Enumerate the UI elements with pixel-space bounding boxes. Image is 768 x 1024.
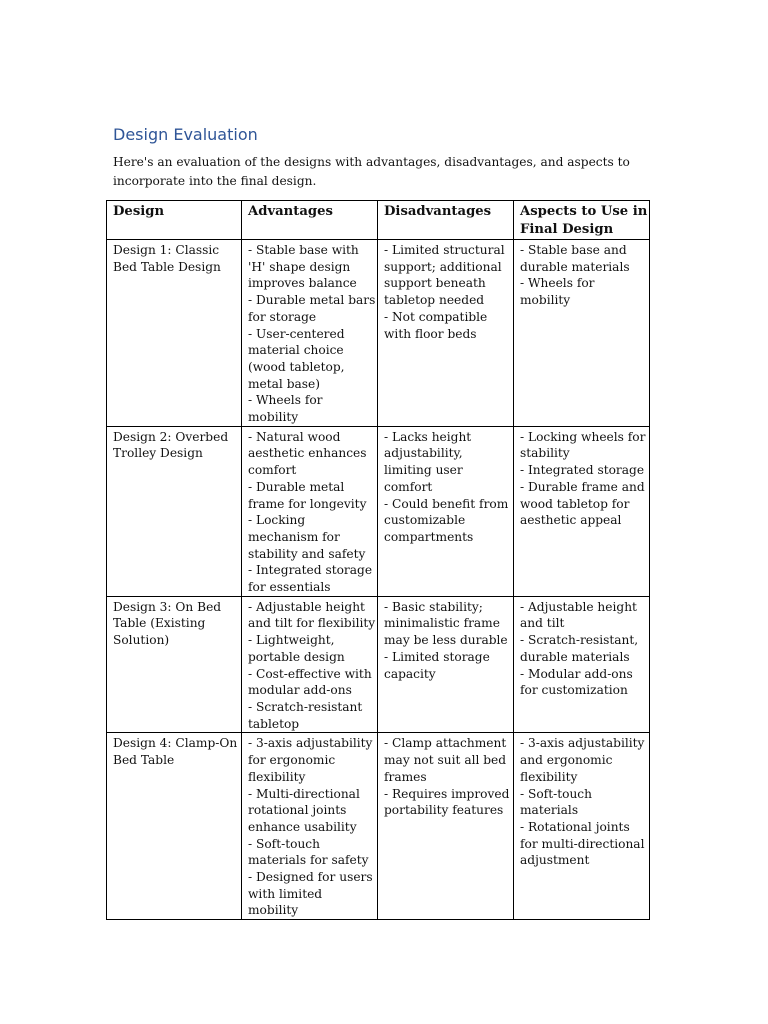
cell-text-line: customizable (384, 513, 466, 528)
page-content (113, 124, 653, 918)
cell-disadvantages (378, 596, 514, 733)
cell-text-line: metal base) (248, 376, 320, 391)
cell-text-line: - Multi-directional (248, 786, 360, 801)
cell-text-line: flexibility (248, 769, 306, 784)
cell-text-line: frames (384, 769, 427, 784)
cell-text-line: - Durable metal bars (248, 293, 376, 308)
cell-text-line: Disadvantages (384, 204, 492, 219)
cell-text-line: - Adjustable height (520, 599, 637, 614)
cell-text-line: may not suit all bed (384, 753, 507, 768)
cell-text-line: Design 2: Overbed (113, 429, 229, 444)
cell-advantages (242, 596, 378, 733)
cell-text-line: for ergonomic (248, 753, 336, 768)
cell-text-line: capacity (384, 666, 436, 681)
cell-text-line: - Scratch-resistant (248, 699, 363, 714)
cell-text-line: mobility (248, 903, 299, 918)
cell-advantages (242, 733, 378, 920)
cell-design (107, 733, 242, 920)
cell-text-line: - Lacks height (384, 429, 472, 444)
cell-text-line: - Soft-touch (520, 786, 592, 801)
table-row (107, 596, 650, 733)
cell-text-line: - Wheels for (520, 276, 595, 291)
cell-text-line: modular add-ons (248, 683, 352, 698)
cell-text-line: - Not compatible (384, 309, 488, 324)
cell-disadvantages (378, 240, 514, 427)
cell-text-line: - 3-axis adjustability (248, 736, 373, 751)
cell-text-line: material choice (248, 343, 344, 358)
cell-aspects (514, 240, 650, 427)
cell-text-line: flexibility (520, 769, 578, 784)
cell-text-line: - Designed for users (248, 870, 373, 885)
cell-text-line: - Locking wheels for (520, 429, 646, 444)
cell-text-line: Advantages (248, 204, 333, 219)
cell-text-line: aesthetic appeal (520, 513, 622, 528)
cell-text-line: Bed Table (113, 753, 175, 768)
cell-advantages (242, 240, 378, 427)
cell-aspects (514, 596, 650, 733)
cell-text-line: with floor beds (384, 326, 477, 341)
cell-text-line: tabletop needed (384, 293, 485, 308)
table-row (107, 240, 650, 427)
cell-text-line: - Rotational joints (520, 819, 630, 834)
header-aspects (514, 201, 650, 240)
cell-text-line: durable materials (520, 259, 630, 274)
cell-text-line: limiting user (384, 463, 463, 478)
cell-text-line: Solution) (113, 633, 170, 648)
cell-text-line: and ergonomic (520, 753, 613, 768)
page-title: Design Evaluation (113, 125, 258, 144)
cell-text-line: - Wheels for (248, 393, 323, 408)
cell-text-line: mobility (248, 410, 299, 425)
cell-text-line: stability and safety (248, 546, 366, 561)
cell-text-line: - Limited storage (384, 649, 490, 664)
cell-text-line: comfort (384, 479, 433, 494)
cell-text-line: materials for safety (248, 853, 369, 868)
cell-text-line: tabletop (248, 716, 300, 731)
cell-aspects (514, 426, 650, 596)
cell-advantages (242, 426, 378, 596)
cell-text-line: compartments (384, 529, 474, 544)
cell-design (107, 596, 242, 733)
cell-text-line: frame for longevity (248, 496, 367, 511)
cell-text-line: Design 1: Classic (113, 243, 220, 257)
cell-aspects (514, 733, 650, 920)
cell-text-line: may be less durable (384, 633, 508, 648)
cell-text-line: - Cost-effective with (248, 666, 372, 681)
cell-text-line: - 3-axis adjustability (520, 736, 645, 751)
cell-text-line: Design 3: On Bed (113, 599, 222, 614)
cell-text-line: for essentials (248, 580, 331, 595)
cell-text-line: - Limited structural (384, 243, 505, 257)
cell-text-line: support beneath (384, 276, 486, 291)
cell-text-line: Design 4: Clamp-On (113, 736, 238, 751)
cell-text-line: Aspects to Use in (520, 204, 648, 219)
cell-text-line: - Durable frame and (520, 479, 645, 494)
cell-text-line: portability features (384, 803, 504, 818)
cell-text-line: support; additional (384, 259, 502, 274)
intro-line: Here's an evaluation of the designs with advantages, disadvantages, and aspects to (113, 155, 630, 169)
design-evaluation-table (106, 200, 650, 920)
cell-text-line: and tilt (520, 616, 565, 631)
cell-text-line: adjustment (520, 853, 590, 868)
cell-text-line: - Modular add-ons (520, 666, 633, 681)
cell-text-line: aesthetic enhances (248, 446, 367, 461)
cell-text-line: durable materials (520, 649, 630, 664)
cell-text-line: enhance usability (248, 819, 357, 834)
header-advantages (242, 201, 378, 240)
cell-text-line: - Stable base with (248, 243, 359, 257)
table-row (107, 733, 650, 920)
cell-text-line: Bed Table Design (113, 259, 221, 274)
cell-text-line: - Clamp attachment (384, 736, 507, 751)
header-disadvantages (378, 201, 514, 240)
cell-text-line: - Adjustable height (248, 599, 365, 614)
cell-text-line: for storage (248, 309, 317, 324)
cell-text-line: materials (520, 803, 579, 818)
cell-text-line: - Could benefit from (384, 496, 509, 511)
cell-text-line: - User-centered (248, 326, 345, 341)
cell-text-line: mechanism for (248, 529, 340, 544)
cell-text-line: - Natural wood (248, 429, 341, 444)
cell-text-line: stability (520, 446, 570, 461)
cell-disadvantages (378, 733, 514, 920)
cell-text-line: - Durable metal (248, 479, 345, 494)
intro-line: incorporate into the final design. (113, 174, 317, 188)
cell-text-line: mobility (520, 293, 571, 308)
cell-text-line: wood tabletop for (520, 496, 630, 511)
cell-text-line: rotational joints (248, 803, 347, 818)
table-header-row (107, 201, 650, 240)
cell-design (107, 240, 242, 427)
cell-text-line: Design (113, 204, 165, 219)
table-row (107, 426, 650, 596)
cell-text-line: and tilt for flexibility (248, 616, 376, 631)
cell-text-line: - Stable base and (520, 243, 627, 257)
cell-text-line: - Requires improved (384, 786, 510, 801)
cell-design (107, 426, 242, 596)
cell-text-line: with limited (248, 886, 323, 901)
cell-text-line: adjustability, (384, 446, 463, 461)
cell-text-line: for multi-directional (520, 836, 645, 851)
cell-text-line: - Basic stability; (384, 599, 483, 614)
cell-text-line: - Lightweight, (248, 633, 335, 648)
cell-text-line: 'H' shape design (248, 259, 351, 274)
cell-text-line: for customization (520, 683, 628, 698)
cell-text-line: - Integrated storage (248, 563, 373, 578)
cell-text-line: - Scratch-resistant, (520, 633, 639, 648)
cell-disadvantages (378, 426, 514, 596)
cell-text-line: (wood tabletop, (248, 359, 345, 374)
cell-text-line: - Locking (248, 513, 306, 528)
cell-text-line: comfort (248, 463, 297, 478)
cell-text-line: improves balance (248, 276, 357, 291)
cell-text-line: Final Design (520, 222, 614, 237)
cell-text-line: minimalistic frame (384, 616, 500, 631)
cell-text-line: portable design (248, 649, 345, 664)
cell-text-line: Trolley Design (113, 446, 203, 461)
cell-text-line: - Soft-touch (248, 836, 320, 851)
header-design (107, 201, 242, 240)
intro-paragraph (113, 153, 653, 191)
cell-text-line: Table (Existing (113, 616, 206, 631)
cell-text-line: - Integrated storage (520, 463, 645, 478)
